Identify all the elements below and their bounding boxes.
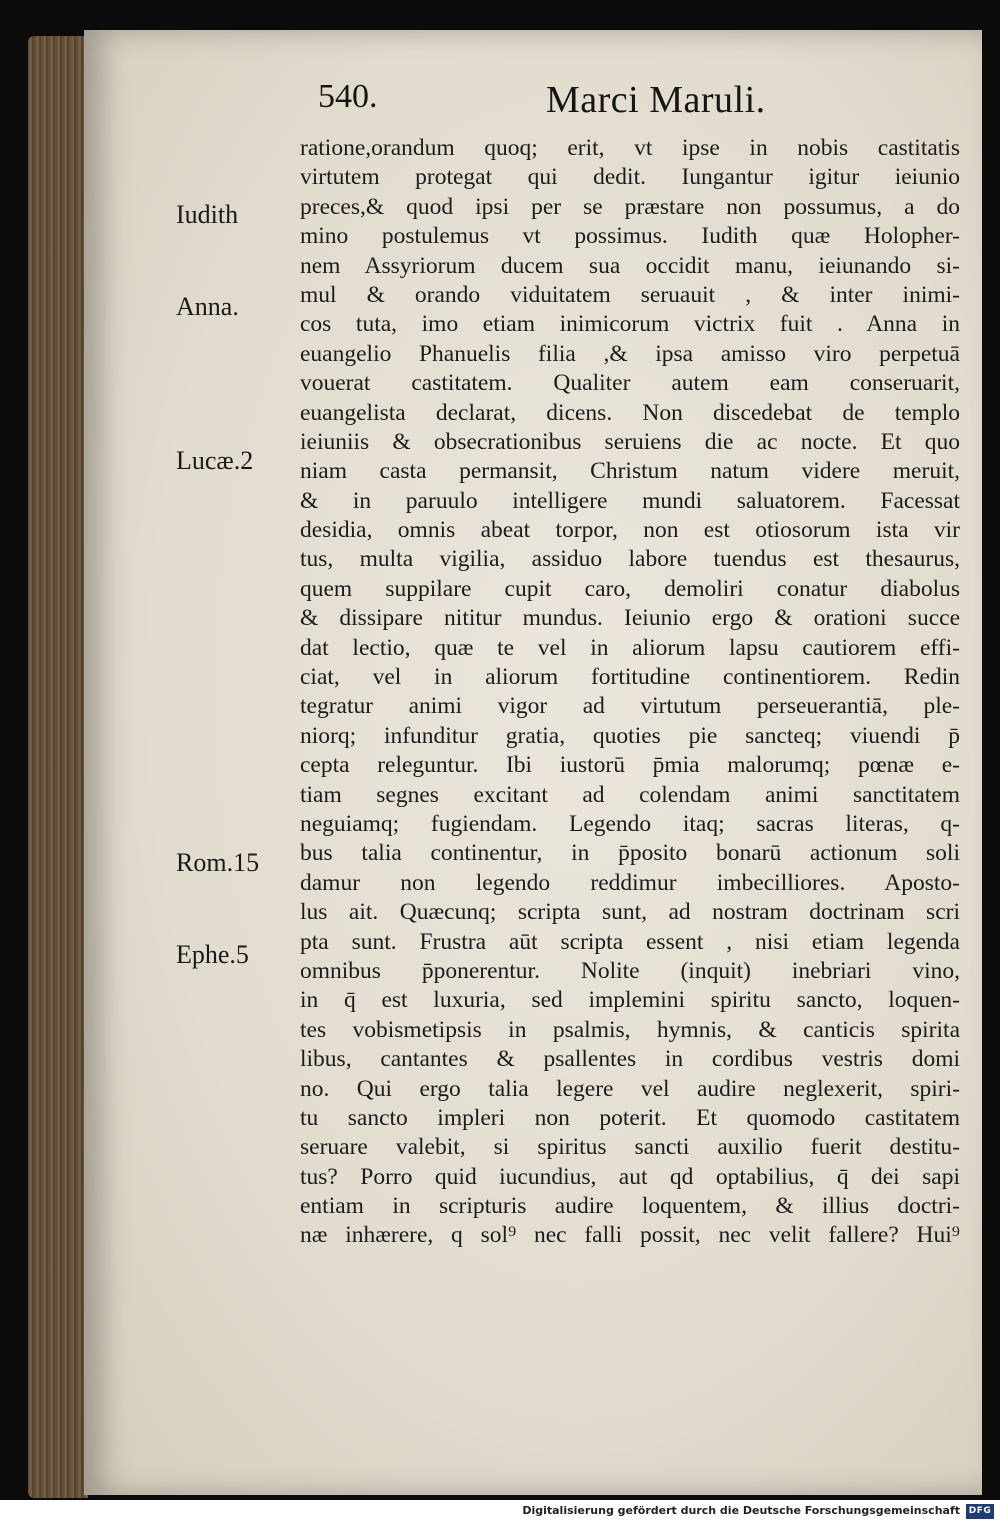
text-line: næ inhærere, q sol⁹ nec falli possit, nec velit fallere? Hui⁹ bbox=[300, 1222, 960, 1249]
text-line: libus, cantantes & psallentes in cordibus vestris domi bbox=[300, 1046, 960, 1073]
text-line: dat lectio, quæ te vel in aliorum lapsu cautiorem effi- bbox=[300, 634, 960, 661]
margin-note-anna: Anna. bbox=[176, 292, 239, 321]
text-line: pta sunt. Frustra aūt scripta essent , nisi etiam legenda bbox=[300, 928, 960, 955]
text-line: in q̄ est luxuria, sed implemini spiritu sancto, loquen- bbox=[300, 987, 960, 1014]
text-line: & in paruulo intelligere mundi saluatorem. Facessat bbox=[300, 487, 960, 514]
margin-note-ephesians: Ephe.5 bbox=[176, 940, 249, 969]
text-line: virtutem protegat qui dedit. Iungantur igitur ieiunio bbox=[300, 164, 960, 191]
text-line: euangelio Phanuelis filia ,& ipsa amisso viro perpetuā bbox=[300, 340, 960, 367]
margin-note-iudith: Iudith bbox=[176, 200, 239, 229]
text-line: ieiuniis & obsecrationibus seruiens die ac nocte. Et quo bbox=[300, 428, 960, 455]
text-line: cos tuta, imo etiam inimicorum victrix fuit . Anna in bbox=[300, 311, 960, 338]
text-line: desidia, omnis abeat torpor, non est otiosorum ista vir bbox=[300, 517, 960, 544]
margin-note-lucae: Lucæ.2 bbox=[176, 446, 254, 475]
text-line: entiam in scripturis audire loquentem, & illius doctri- bbox=[300, 1193, 960, 1220]
running-head bbox=[318, 78, 800, 128]
text-line: niorq; infunditur gratia, quoties pie sancteq; viuendi p̄ bbox=[300, 722, 960, 749]
digitization-credit: Digitalisierung gefördert durch die Deutsche Forschungsgemeinschaft bbox=[522, 1504, 960, 1517]
footer-bar bbox=[0, 1500, 1000, 1524]
body-text bbox=[300, 134, 960, 1274]
text-line: omnibus p̄ponerentur. Nolite (inquit) inebriari vino, bbox=[300, 957, 960, 984]
text-line: tus? Porro quid iucundius, aut qd optabilius, q̄ dei sapi bbox=[300, 1163, 960, 1190]
text-line: bus talia continentur, in p̄posito bonarū actionum soli bbox=[300, 840, 960, 867]
text-line: quem suppilare cupit caro, demoliri conatur diabolus bbox=[300, 575, 960, 602]
running-title: Marci Maruli. bbox=[546, 79, 766, 121]
text-line: preces,& quod ipsi per se præstare non possumus, a do bbox=[300, 193, 960, 220]
text-line: cepta releguntur. Ibi iustorū p̄mia malorumq; pœnæ e- bbox=[300, 752, 960, 779]
text-line: & dissipare nititur mundus. Ieiunio ergo & orationi succe bbox=[300, 605, 960, 632]
text-line: niam casta permansit, Christum natum videre meruit, bbox=[300, 458, 960, 485]
text-line: neguiamq; fugiendam. Legendo itaq; sacras literas, q- bbox=[300, 810, 960, 837]
text-line: lus ait. Quæcunq; scripta sunt, ad nostram doctrinam scri bbox=[300, 899, 960, 926]
text-line: mino postulemus vt possimus. Iudith quæ Holopher- bbox=[300, 223, 960, 250]
text-line: ratione,orandum quoq; erit, vt ipse in nobis castitatis bbox=[300, 135, 960, 161]
page-number: 540. bbox=[318, 78, 378, 115]
text-line: vouerat castitatem. Qualiter autem eam conseruarit, bbox=[300, 370, 960, 397]
text-line: tegratur animi vigor ad virtutum perseuerantiā, ple- bbox=[300, 693, 960, 720]
text-line: damur non legendo reddimur imbecilliores. Aposto- bbox=[300, 869, 960, 896]
text-line: nem Assyriorum ducem sua occidit manu, ieiunando si- bbox=[300, 252, 960, 279]
margin-note-romans: Rom.15 bbox=[176, 848, 260, 877]
text-line: ciat, vel in aliorum fortitudine continentiorem. Redin bbox=[300, 664, 960, 691]
text-line: tiam segnes excitant ad colendam animi sanctitatem bbox=[300, 781, 960, 808]
text-line: seruare valebit, si spiritus sancti auxilio fuerit destitu- bbox=[300, 1134, 960, 1161]
text-line: mul & orando viduitatem seruauit , & inter inimi- bbox=[300, 281, 960, 308]
margin-notes bbox=[0, 0, 300, 1500]
text-line: no. Qui ergo talia legere vel audire neglexerit, spiri- bbox=[300, 1075, 960, 1102]
dfg-logo[interactable]: DFG bbox=[966, 1504, 994, 1519]
text-line: euangelista declarat, dicens. Non discedebat de templo bbox=[300, 399, 960, 426]
text-line: tes vobismetipsis in psalmis, hymnis, & canticis spirita bbox=[300, 1016, 960, 1043]
text-line: tu sancto impleri non poterit. Et quomodo castitatem bbox=[300, 1104, 960, 1131]
text-line: tus, multa vigilia, assiduo labore tuendus est thesaurus, bbox=[300, 546, 960, 573]
